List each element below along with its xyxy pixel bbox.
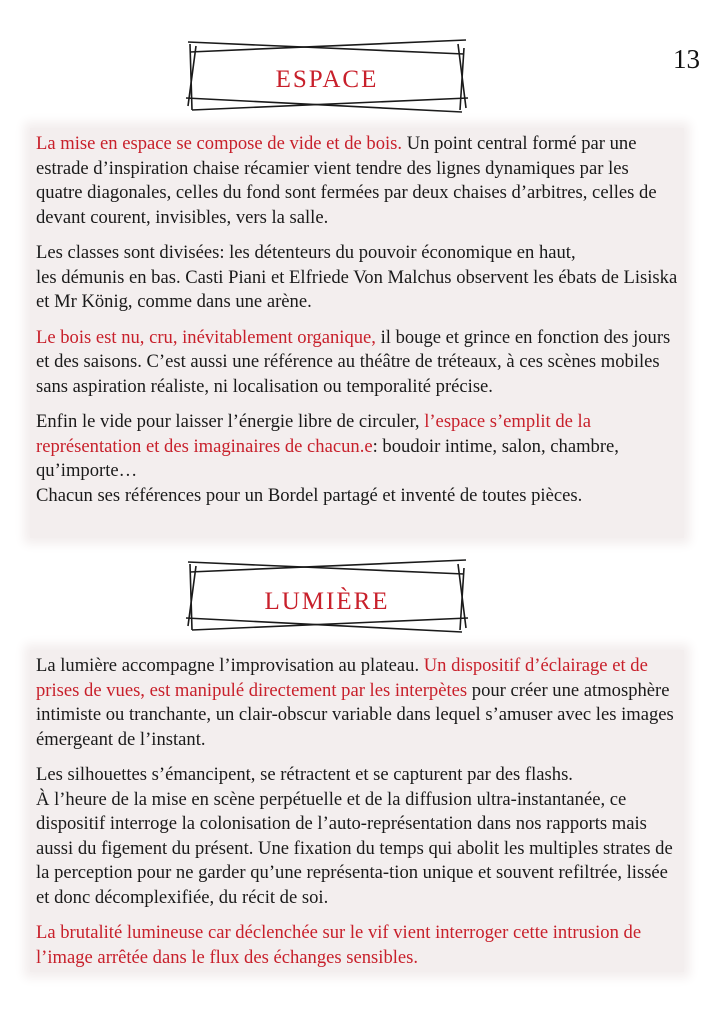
highlight-text: La mise en espace se compose de vide et de bois. — [36, 133, 403, 154]
paragraph — [36, 763, 678, 910]
highlight-text: Le bois est nu, cru, inévitablement organique, — [36, 326, 376, 348]
body-text: Enfin le vide pour laisser l’énergie libre de circuler, — [36, 411, 425, 432]
paragraph — [36, 921, 678, 970]
body-text: La lumière accompagne l’improvisation au plateau. — [36, 655, 424, 676]
section-title-espace: espace — [275, 55, 379, 95]
paragraph — [36, 326, 678, 400]
body-text: Les classes sont divisées: les détenteurs du pouvoir économique en haut, — [36, 242, 576, 263]
body-text: Les silhouettes s’émancipent, se rétractent et se capturent par des flashs. — [36, 764, 573, 785]
paragraph — [36, 132, 678, 230]
body-text: : boudoir intime, salon, chambre, qu’importe… — [36, 435, 619, 481]
text-box-lumiere — [30, 650, 684, 972]
body-text: Chacun ses références pour un Bordel partagé et inventé de toutes pièces. — [36, 484, 583, 506]
paragraph — [36, 654, 678, 752]
highlight-text: La brutalité lumineuse car déclenchée sur le vif vient interroger cette intrusion de l’image arrêtée dans le flux des échanges sensibles. — [36, 922, 642, 968]
highlight-text: l’espace s’emplit de la représentation et des imaginaires de chacun.e — [36, 411, 591, 457]
text-box-espace — [30, 128, 684, 538]
section-title-lumiere: lumière — [264, 577, 390, 617]
section-title-frame-espace — [184, 38, 470, 114]
body-text: les démunis en bas. Casti Piani et Elfriede Von Malchus observent les ébats de Lisiska et Mr König, comme dans une arène. — [36, 266, 678, 312]
paragraph — [36, 410, 678, 508]
body-text: Un point central formé par une estrade d’inspiration chaise récamier vient tendre des lignes dynamiques par les quatre diagonales, celles du fond sont fermées par deux chaises d’arbitres, celles de devant courent, invisibles, vers la salle. — [36, 133, 657, 228]
section-title-frame-lumiere — [184, 558, 470, 634]
body-text: il bouge et grince en fonction des jours et des saisons. C’est aussi une référence au théâtre de tréteaux, à ces scènes mobiles sans aspiration réaliste, ni localisation ou temporalité précise. — [36, 326, 671, 397]
highlight-text: Un dispositif d’éclairage et de prises de vues, est manipulé directement par les interpètes — [36, 655, 648, 701]
paragraph — [36, 241, 678, 315]
page-number: 13 — [673, 44, 700, 74]
body-text: pour créer une atmosphère intimiste ou tranchante, un clair-obscur variable dans lequel s’amuser avec les images émergeant de l’instant. — [36, 679, 674, 750]
body-text: À l’heure de la mise en scène perpétuelle et de la diffusion ultra-instantanée, ce dispositif interroge la colonisation de l’auto-représentation dans nos rapports mais aussi du figement du présent. Une fixation du temps qui abolit les multiples strates de la perception pour ne garder qu’une représenta-tion unique et souvent refiltrée, lissée et donc décomplexifiée, du récit de soi. — [36, 788, 673, 908]
